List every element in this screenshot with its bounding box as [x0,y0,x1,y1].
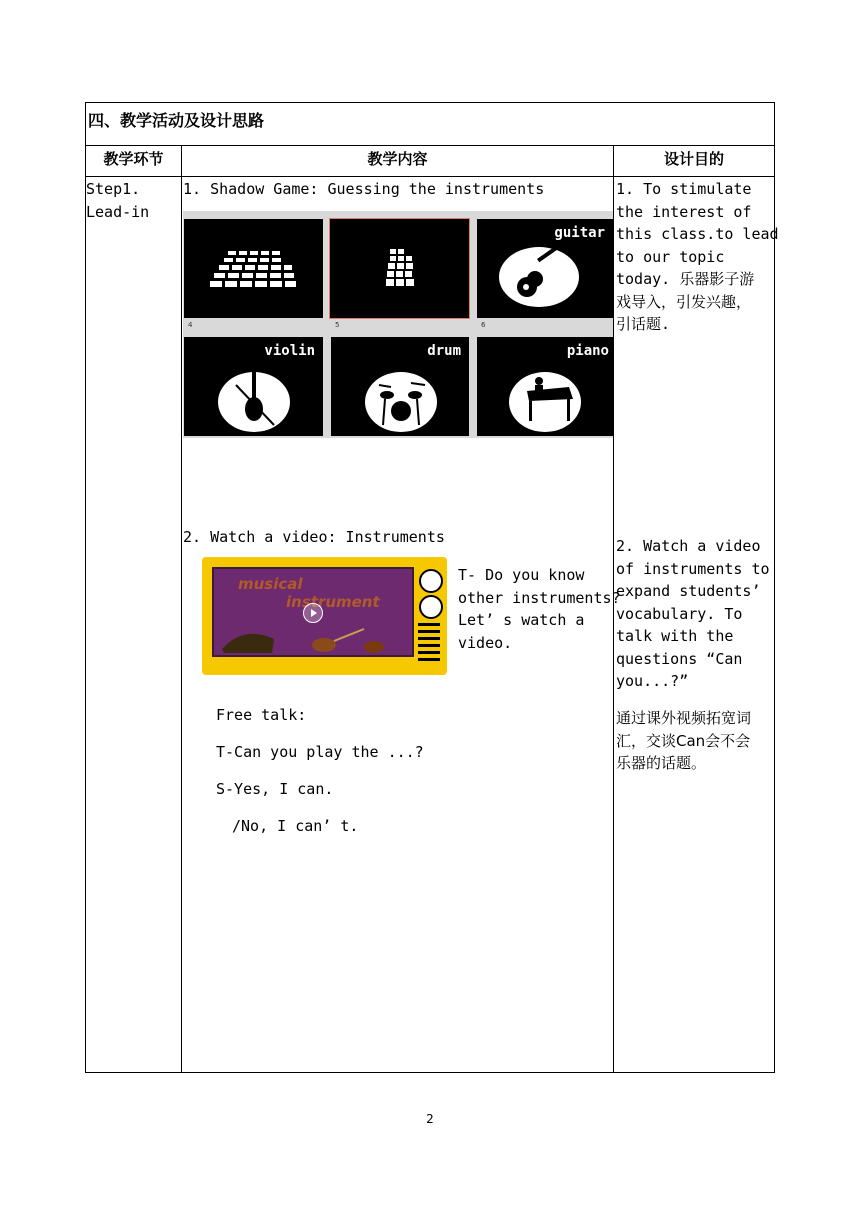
purpose-2-line: questions “Can [616,649,743,668]
table-left-border [85,102,86,1073]
play-icon [304,604,322,622]
video-title-line-1: musical [238,575,303,593]
purpose-2 [616,535,770,693]
speaker-grille-icon [418,623,440,663]
purpose-1-line: the interest of [616,202,752,221]
dial-knob-top-icon [419,569,443,593]
purpose-1-line: 1. To stimulate [616,180,752,198]
purpose-2-line: talk with the [616,627,734,645]
teacher-prompt [458,564,621,654]
dial-knob-bottom-icon [419,595,443,619]
step-label [86,178,149,223]
purpose-3-line: 汇，交谈Can会不会 [616,731,751,750]
page-number: 2 [426,1112,434,1126]
teacher-prompt-line-2: other instruments? [458,588,621,607]
keyboard-shadow-icon [330,219,469,318]
slide-guitar [477,219,613,318]
content-item-1: 1. Shadow Game: Guessing the instruments [183,180,545,198]
header-step: 教学环节 [103,150,164,168]
teacher-prompt-line-3: Let’ s watch a [458,611,585,629]
free-talk-title: Free talk: [216,706,307,724]
video-title-line-2: instrument [286,593,380,611]
header-purpose: 设计目的 [663,150,724,168]
slide-piano [477,337,613,436]
purpose-1-line: today. 乐器影子游 [616,270,755,288]
slide-number-4: 4 [188,321,193,329]
header-content: 教学内容 [367,150,428,168]
slide-shadow-keys [330,219,469,318]
slide-number-strip [184,320,613,335]
free-talk-no: /No, I can’ t. [232,817,359,835]
slide-drum [331,337,469,436]
step-line-2: Lead-in [86,202,150,221]
purpose-1-line: 引话题. [616,315,671,333]
purpose-2-line: of instruments to [616,559,770,578]
purpose-1 [616,178,779,336]
play-button[interactable] [303,603,323,623]
step-line-1: Step1. [86,180,141,198]
table-top-border [85,102,775,103]
table-bottom-border [85,1072,775,1073]
purpose-3-line: 通过课外视频拓宽词 [616,709,752,727]
free-talk-teacher: T-Can you play the ...? [216,743,424,761]
instruments-illustration [214,619,412,655]
slide-shadow-floor [184,219,323,318]
label-violin: violin [264,343,315,359]
slide-violin [184,337,323,436]
purpose-3 [616,707,751,775]
floor-grid-icon [184,219,323,318]
slide-number-5: 5 [335,321,340,329]
table-header-bottom-border [85,176,775,177]
purpose-2-line: 2. Watch a video [616,537,761,555]
table-header-top-border [85,145,775,146]
purpose-2-line: you...?” [616,672,689,690]
content-item-2: 2. Watch a video: Instruments [183,528,445,546]
teacher-prompt-line-4: video. [458,633,513,652]
purpose-2-line: expand students’ [616,582,761,600]
slide-number-6: 6 [481,321,486,329]
purpose-1-line: this class.to lead [616,225,779,243]
label-drum: drum [427,343,461,359]
label-guitar: guitar [554,225,605,241]
purpose-3-line: 乐器的话题。 [616,754,707,772]
purpose-1-line: to our topic [616,247,725,266]
purpose-2-line: vocabulary. To [616,604,743,623]
video-screen [212,567,414,657]
purpose-1-line: 戏导入，引发兴趣， [616,292,752,311]
teacher-prompt-line-1: T- Do you know [458,566,585,584]
free-talk-yes: S-Yes, I can. [216,780,334,798]
section-title: 四、教学活动及设计思路 [88,111,265,130]
video-player[interactable] [202,557,447,675]
column-divider-1 [181,145,182,1073]
label-piano: piano [566,343,609,359]
